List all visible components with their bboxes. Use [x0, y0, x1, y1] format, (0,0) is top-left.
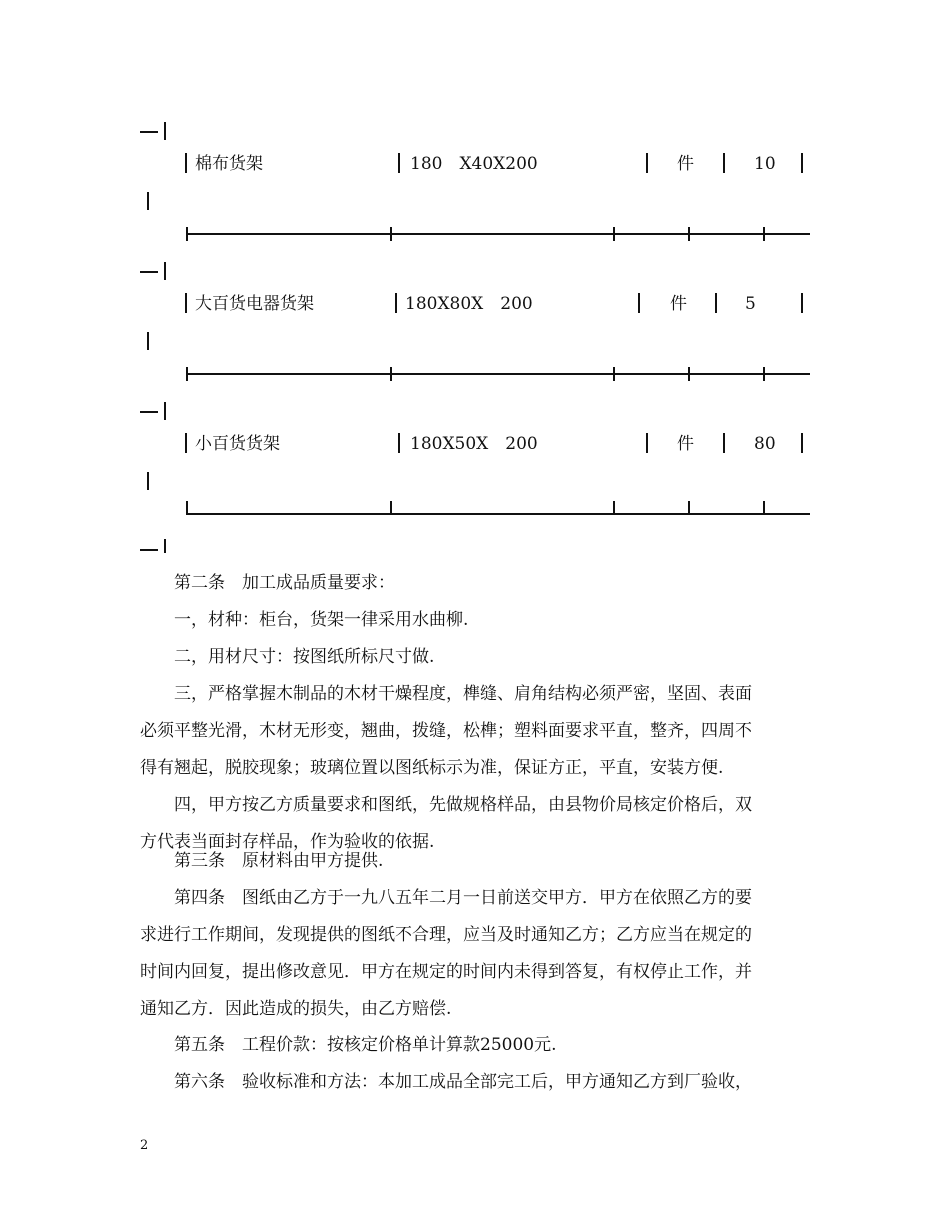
row-corner-dash: [140, 131, 158, 133]
clause-2-item-2: [140, 639, 812, 676]
table-cell-name: 大百货电器货架: [195, 294, 314, 314]
table-cell-spec: 180X50X 200: [410, 434, 538, 454]
table-rule-tick: [763, 367, 765, 381]
table-rule: [186, 233, 810, 235]
table-rule-tick: [688, 501, 690, 515]
text-line: 四，甲方按乙方质量要求和图纸，先做规格样品，由县物价局核定价格后，双: [140, 795, 752, 815]
table-rule-tick: [186, 501, 188, 515]
table-cell-qty: 5: [745, 294, 756, 314]
table-border: [147, 332, 149, 350]
clause-4: [140, 880, 812, 1028]
table-border: [147, 192, 149, 210]
table-border: [164, 122, 166, 140]
text-line: 第三条 原材料由甲方提供.: [140, 851, 384, 871]
table-rule-tick: [390, 227, 392, 241]
row-corner-dash: [140, 549, 158, 551]
text-line: 得有翘起，脱胶现象；玻璃位置以图纸标示为准，保证方正，平直，安装方便.: [140, 758, 724, 778]
table-rule: [186, 373, 810, 375]
text-line: 通知乙方．因此造成的损失，由乙方赔偿.: [140, 999, 452, 1019]
text-line: 方代表当面封存样品，作为验收的依据.: [140, 832, 435, 852]
text-line: 第二条 加工成品质量要求：: [140, 573, 395, 593]
table-border: [801, 293, 803, 313]
text-line: 求进行工作期间，发现提供的图纸不合理，应当及时通知乙方；乙方应当在规定的: [140, 925, 752, 945]
text-line: 一，材种：柜台，货架一律采用水曲柳.: [140, 610, 469, 630]
table-rule-tick: [763, 227, 765, 241]
table-cell-spec: 180 X40X200: [410, 154, 538, 174]
table-border: [398, 153, 400, 173]
text-line: 第五条 工程价款：按核定价格单计算款25000元.: [140, 1035, 557, 1055]
table-cell-unit: 件: [677, 434, 694, 454]
page-number: 2: [140, 1138, 149, 1153]
clause-3: [140, 843, 812, 880]
table-border: [646, 153, 648, 173]
table-rule-tick: [613, 501, 615, 515]
table-border: [185, 433, 187, 453]
table-border: [646, 433, 648, 453]
table-border: [147, 472, 149, 490]
table-bottom-rule: [186, 513, 810, 515]
clause-2-heading: [140, 565, 812, 602]
row-corner-dash: [140, 411, 158, 413]
table-rule-tick: [390, 501, 392, 515]
table-border: [164, 539, 166, 553]
clause-2-item-1: [140, 602, 812, 639]
table-cell-unit: 件: [670, 294, 687, 314]
table-rule-tick: [688, 367, 690, 381]
table-border: [638, 293, 640, 313]
table-rule-tick: [688, 227, 690, 241]
text-line: 时间内回复，提出修改意见．甲方在规定的时间内未得到答复，有权停止工作，并: [140, 962, 752, 982]
table-cell-name: 棉布货架: [195, 154, 263, 174]
table-border: [801, 433, 803, 453]
text-line: 第四条 图纸由乙方于一九八五年二月一日前送交甲方．甲方在依照乙方的要: [140, 888, 752, 908]
clause-5: [140, 1027, 812, 1064]
table-border: [398, 433, 400, 453]
table-rule-tick: [613, 367, 615, 381]
table-rule-tick: [613, 227, 615, 241]
table-border: [185, 153, 187, 173]
text-line: 第六条 验收标准和方法：本加工成品全部完工后，甲方通知乙方到厂验收，: [140, 1072, 752, 1092]
clause-2-item-3: [140, 676, 812, 787]
text-line: 必须平整光滑，木材无形变，翘曲，拨缝，松榫；塑料面要求平直，整齐，四周不: [140, 721, 752, 741]
table-cell-unit: 件: [677, 154, 694, 174]
text-line: 二，用材尺寸：按图纸所标尺寸做.: [140, 647, 435, 667]
text-line: 三，严格掌握木制品的木材干燥程度，榫缝、肩角结构必须严密，坚固、表面: [140, 684, 752, 704]
table-border: [164, 402, 166, 420]
table-border: [723, 153, 725, 173]
table-cell-qty: 10: [754, 154, 776, 174]
table-border: [715, 293, 717, 313]
table-rule-tick: [186, 367, 188, 381]
table-cell-name: 小百货货架: [195, 434, 280, 454]
table-rule-tick: [186, 227, 188, 241]
table-border: [801, 153, 803, 173]
table-border: [723, 433, 725, 453]
table-cell-qty: 80: [754, 434, 776, 454]
table-rule-tick: [763, 501, 765, 515]
row-corner-dash: [140, 271, 158, 273]
clause-6: [140, 1064, 812, 1101]
table-cell-spec: 180X80X 200: [405, 294, 533, 314]
table-rule-tick: [390, 367, 392, 381]
table-border: [185, 293, 187, 313]
table-border: [395, 293, 397, 313]
table-border: [164, 262, 166, 280]
